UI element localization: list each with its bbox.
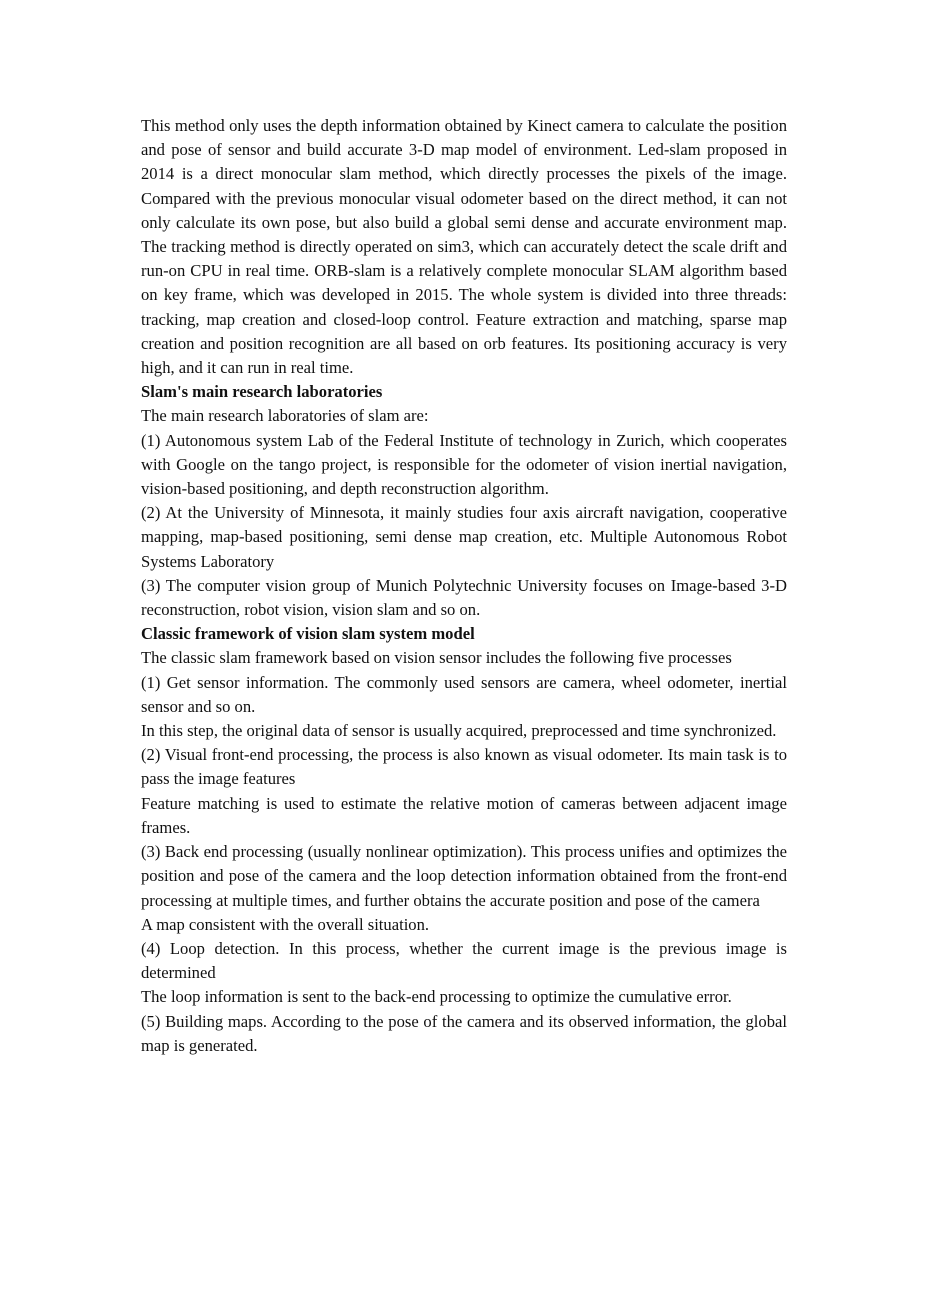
labs-item-2: (2) At the University of Minnesota, it mainly studies four axis aircraft navigation, cooperative mapping, map-based positioning, semi dense map creation, etc. Multiple Autonomous Robot Systems Laboratory xyxy=(141,503,787,571)
framework-lead-text: The classic slam framework based on vision sensor includes the following five processes xyxy=(141,648,732,668)
framework-item-1-detail: In this step, the original data of sensor is usually acquired, preprocessed and time synchronized. xyxy=(141,721,777,741)
framework-item-3-detail: A map consistent with the overall situation. xyxy=(141,914,430,934)
document-page xyxy=(141,114,787,1058)
section-heading-labs: Slam's main research laboratories xyxy=(141,382,383,402)
framework-item-5: (5) Building maps. According to the pose of the camera and its observed information, the global map is generated. xyxy=(141,1011,787,1055)
intro-paragraph: This method only uses the depth information obtained by Kinect camera to calculate the position and pose of sensor and build accurate 3-D map model of environment. Led-slam proposed in 2014 is a direct monocular slam method, which directly processes the pixels of the image. Compared with the previous monocular visual odometer based on the direct method, it can not only calculate its own pose, but also build a global semi dense and accurate environment map. The tracking method is directly operated on sim3, which can accurately detect the scale drift and run-on CPU in real time. ORB-slam is a relatively complete monocular SLAM algorithm based on key frame, which was developed in 2015. The whole system is divided into three threads: tracking, map creation and closed-loop control. Feature extraction and matching, sparse map creation and position recognition are all based on orb features. Its positioning accuracy is very high, and it can run in real time. xyxy=(141,116,787,378)
labs-lead-text: The main research laboratories of slam are: xyxy=(141,406,429,426)
labs-item-1: (1) Autonomous system Lab of the Federal Institute of technology in Zurich, which cooperates with Google on the tango project, is responsible for the odometer of vision inertial navigation, vision-based positioning, and depth reconstruction algorithm. xyxy=(141,430,787,499)
framework-item-2: (2) Visual front-end processing, the process is also known as visual odometer. Its main task is to pass the image features xyxy=(141,745,787,789)
framework-item-2-detail: Feature matching is used to estimate the relative motion of cameras between adjacent image frames. xyxy=(141,793,787,837)
framework-item-4-detail: The loop information is sent to the back-end processing to optimize the cumulative error. xyxy=(141,987,732,1007)
labs-item-3: (3) The computer vision group of Munich Polytechnic University focuses on Image-based 3-D reconstruction, robot vision, vision slam and so on. xyxy=(141,575,787,620)
framework-item-1: (1) Get sensor information. The commonly used sensors are camera, wheel odometer, inertial sensor and so on. xyxy=(141,672,787,716)
framework-item-4: (4) Loop detection. In this process, whether the current image is the previous image is determined xyxy=(141,938,787,983)
framework-item-3: (3) Back end processing (usually nonlinear optimization). This process unifies and optimizes the position and pose of the camera and the loop detection information obtained from the front-end processing at multiple times, and further obtains the accurate position and pose of the camera xyxy=(141,842,787,910)
section-heading-framework: Classic framework of vision slam system model xyxy=(141,624,475,644)
